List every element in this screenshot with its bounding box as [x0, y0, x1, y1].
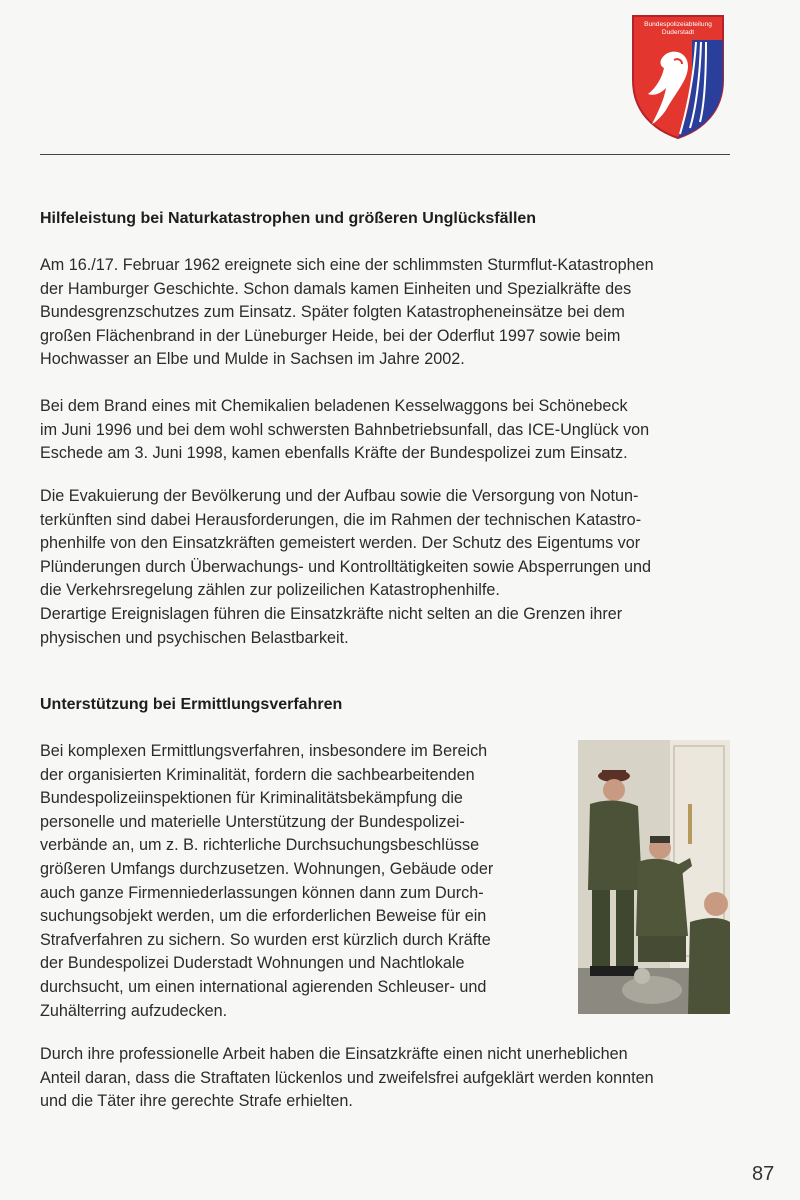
text-line: Durch ihre professionelle Arbeit haben die Einsatzkräfte einen nicht unerheblichen — [40, 1045, 628, 1063]
text-line: auch ganze Firmenniederlassungen können dann zum Durch- — [40, 883, 484, 902]
text-line: Am 16./17. Februar 1962 ereignete sich eine der schlimmsten Sturmflut-Katastrophen — [40, 256, 654, 274]
text-line: der Hamburger Geschichte. Schon damals kamen Einheiten und Spezialkräfte des — [40, 279, 632, 298]
section2-paragraph-1 — [40, 740, 570, 1023]
section1-paragraph-1 — [40, 254, 740, 372]
text-line: Hochwasser an Elbe und Mulde in Sachsen im Jahre 2002. — [40, 350, 465, 369]
text-line: im Juni 1996 und bei dem wohl schwersten Bahnbetriebsunfall, das ICE-Unglück von — [40, 420, 650, 439]
officers-photo-image — [578, 740, 730, 1014]
text-line: Bei dem Brand eines mit Chemikalien beladenen Kesselwaggons bei Schönebeck — [40, 397, 628, 415]
crest-shield-icon — [630, 14, 726, 140]
text-line: der Bundespolizei Duderstadt Wohnungen und Nachtlokale — [40, 954, 465, 973]
text-line: Plünderungen durch Überwachungs- und Kontrolltätigkeiten sowie Absperrungen und — [40, 557, 652, 576]
text-line: personelle und materielle Unterstützung der Bundespolizei- — [40, 812, 465, 831]
text-line: Die Evakuierung der Bevölkerung und der Aufbau sowie die Versorgung von Notun- — [40, 487, 639, 505]
text-line: Zuhälterring aufzudecken. — [40, 1001, 228, 1020]
section2-paragraph-2 — [40, 1043, 740, 1114]
text-line: der organisierten Kriminalität, fordern die sachbearbeitenden — [40, 765, 475, 784]
crest-text-line1: Bundespolizeiabteilung — [644, 21, 712, 28]
text-line: und die Täter ihre gerechte Strafe erhielten. — [40, 1092, 353, 1111]
crest-logo — [630, 14, 726, 140]
photo-officers-search — [578, 740, 730, 1014]
text-line: phenhilfe von den Einsatzkräften gemeistert werden. Der Schutz des Eigentums vor — [40, 534, 641, 553]
text-line: größeren Umfangs durchzusetzen. Wohnungen, Gebäude oder — [40, 859, 494, 878]
text-line: durchsucht, um einen international agierenden Schleuser- und — [40, 977, 487, 996]
text-line: Derartige Ereignislagen führen die Einsatzkräfte nicht selten an die Grenzen ihrer — [40, 604, 623, 623]
section1-paragraph-2 — [40, 395, 740, 466]
section1-paragraph-3 — [40, 485, 740, 650]
text-line: terkünften sind dabei Herausforderungen, die im Rahmen der technischen Katastro- — [40, 510, 642, 529]
text-line: Anteil daran, dass die Straftaten lückenlos und zweifelsfrei aufgeklärt werden konnten — [40, 1068, 654, 1087]
section2-heading: Unterstützung bei Ermittlungsverfahren — [40, 696, 343, 713]
crest-text-line2: Duderstadt — [661, 29, 695, 36]
section1-heading: Hilfeleistung bei Naturkatastrophen und größeren Unglücksfällen — [40, 210, 537, 227]
text-line: suchungsobjekt werden, um die erforderlichen Beweise für ein — [40, 907, 487, 926]
text-line: physischen und psychischen Belastbarkeit. — [40, 628, 349, 647]
text-line: verbände an, um z. B. richterliche Durchsuchungsbeschlüsse — [40, 836, 480, 855]
text-line: die Verkehrsregelung zählen zur polizeilichen Katastrophenhilfe. — [40, 581, 500, 600]
text-line: Bei komplexen Ermittlungsverfahren, insbesondere im Bereich — [40, 742, 488, 760]
text-line: großen Flächenbrand in der Lüneburger Heide, bei der Oderflut 1997 sowie beim — [40, 326, 621, 345]
text-line: Bundesgrenzschutzes zum Einsatz. Später folgten Katastropheneinsätze bei dem — [40, 303, 625, 322]
header-divider — [40, 154, 730, 155]
text-line: Bundespolizeiinspektionen für Kriminalitätsbekämpfung die — [40, 789, 463, 808]
text-line: Strafverfahren zu sichern. So wurden erst kürzlich durch Kräfte — [40, 930, 491, 949]
text-line: Eschede am 3. Juni 1998, kamen ebenfalls Kräfte der Bundespolizei zum Einsatz. — [40, 444, 628, 463]
page-number: 87 — [752, 1163, 775, 1185]
